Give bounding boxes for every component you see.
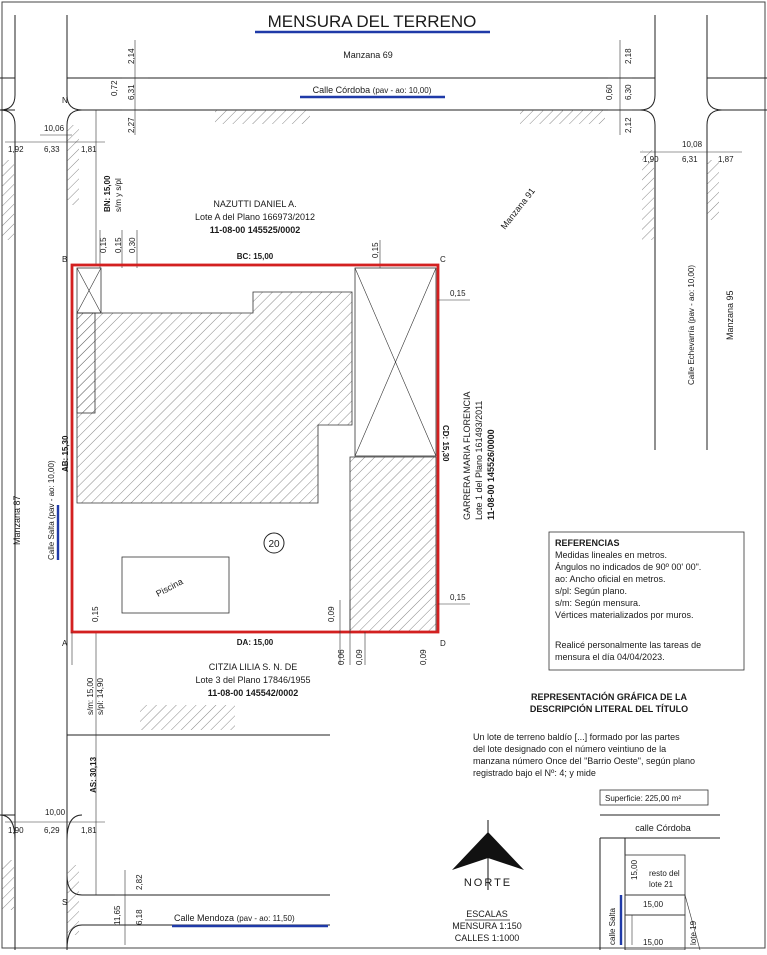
svg-text:11-08-00 145542/0002: 11-08-00 145542/0002 [207,688,299,698]
svg-text:2,27: 2,27 [127,117,136,133]
svg-text:15,00: 15,00 [630,859,639,880]
lot-number: 20 [268,539,280,550]
block-91-label: Manzana 91 [498,186,538,232]
svg-text:0,15: 0,15 [450,289,466,298]
svg-text:lote 19: lote 19 [689,920,698,945]
svg-text:0,09: 0,09 [355,649,364,665]
svg-text:10,08: 10,08 [682,140,703,149]
side-da-label: DA: 15,00 [236,638,274,647]
neighbor-south [195,662,310,698]
svg-text:Realicé personalmente las tare: Realicé personalmente las tareas de [555,640,702,650]
page-title: MENSURA DEL TERRENO [267,12,477,31]
svg-text:0,06: 0,06 [337,649,346,665]
vertex-d-label: D [440,639,446,648]
svg-text:0,09: 0,09 [327,606,336,622]
street-cordoba-label: Calle Córdoba (pav - ao: 10,00) [312,85,432,95]
top-offset-dims [99,230,380,268]
dims-top-right [605,40,633,135]
svg-text:Medidas lineales en metros.: Medidas lineales en metros. [555,550,668,560]
svg-text:0,60: 0,60 [605,84,614,100]
svg-text:11-08-00 145525/0002: 11-08-00 145525/0002 [209,225,301,235]
svg-text:mensura el día 04/04/2023.: mensura el día 04/04/2023. [555,652,665,662]
svg-text:0,09: 0,09 [419,649,428,665]
references-box [549,532,744,670]
street-echevarria-label: Calle Echevarría (pav - ao: 10,00) [687,264,696,385]
svg-text:REPRESENTACIÓN GRÁFICA DE LA: REPRESENTACIÓN GRÁFICA DE LA [530,692,688,702]
svg-text:CITZIA LILIA S. N. DE: CITZIA LILIA S. N. DE [208,662,298,672]
vertex-c-label: C [440,255,446,264]
svg-text:Lote 3 del Plano 17846/1955: Lote 3 del Plano 17846/1955 [195,675,311,685]
svg-text:0,72: 0,72 [110,80,119,96]
svg-text:2,14: 2,14 [127,48,136,64]
svg-text:0,15: 0,15 [450,593,466,602]
svg-text:1,90: 1,90 [8,826,24,835]
svg-text:1,92: 1,92 [8,145,24,154]
svg-text:2,12: 2,12 [624,117,633,133]
svg-text:11-08-00 145526/0000: 11-08-00 145526/0000 [486,429,496,520]
svg-text:6,30: 6,30 [624,84,633,100]
north-arrow-icon [452,820,524,890]
svg-text:0,30: 0,30 [128,237,137,253]
block-95-label: Manzana 95 [725,290,735,340]
svg-text:ESCALAS: ESCALAS [466,909,508,919]
street-mendoza-label: Calle Mendoza (pav - ao: 11,50) [174,913,295,923]
svg-text:11,65: 11,65 [113,905,122,925]
neighbor-east [462,391,496,520]
dims-left-row [5,124,105,154]
block-87-label: Manzana 87 [12,495,22,545]
bn-note: s/m y s/pl [114,178,123,212]
vertex-n-label: N [62,96,68,105]
svg-text:registrado bajo el Nº: 4; y mi: registrado bajo el Nº: 4; y mide [473,768,596,778]
svg-text:1,81: 1,81 [81,145,97,154]
existing-buildings [77,268,436,632]
street-salta-label: Calle Salta (pav - ao: 10,00) [47,460,56,560]
svg-text:10,06: 10,06 [44,124,65,133]
svg-text:6,29: 6,29 [44,826,60,835]
svg-text:0,15: 0,15 [371,242,380,258]
svg-text:NORTE: NORTE [463,877,513,889]
block-69-label: Manzana 69 [343,50,393,60]
svg-text:Lote A del Plano 166973/2012: Lote A del Plano 166973/2012 [194,212,316,222]
svg-text:0,15: 0,15 [114,237,123,253]
svg-text:ao: Ancho oficial en metros.: ao: Ancho oficial en metros. [555,574,666,584]
vertex-s-label: S [62,898,68,907]
svg-text:2,82: 2,82 [135,874,144,890]
svg-text:6,18: 6,18 [135,909,144,925]
side-cd-label: CD: 15,30 [441,425,450,462]
svg-text:DESCRIPCIÓN LITERAL DEL TÍTULO: DESCRIPCIÓN LITERAL DEL TÍTULO [529,704,689,714]
svg-text:GARRERA MARIA FLORENCIA: GARRERA MARIA FLORENCIA [462,391,472,520]
literal-description [473,691,708,805]
spl-label: s/pl: 14,90 [96,678,105,715]
svg-text:Ángulos no indicados de 90º 00: Ángulos no indicados de 90º 00' 00". [555,562,702,572]
svg-text:0,15: 0,15 [99,237,108,253]
svg-text:10,00: 10,00 [45,808,66,817]
area-label: Superficie: 225,00 m² [605,794,682,803]
vertex-b-label: B [62,255,68,264]
svg-text:6,31: 6,31 [682,155,698,164]
sm-label: s/m: 15,00 [86,677,95,715]
svg-text:del lote designado con el núme: del lote designado con el número veintiuno de la [473,744,667,754]
svg-text:NAZUTTI DANIEL A.: NAZUTTI DANIEL A. [213,199,297,209]
svg-text:15,00: 15,00 [643,900,664,909]
vertex-a-label: A [62,639,68,648]
dims-lower-left-row [5,808,105,835]
svg-text:s/m: Según mensura.: s/m: Según mensura. [555,598,641,608]
pool-label: Piscina [154,576,185,599]
bn-label: BN: 15,00 [103,175,112,212]
svg-text:calle Córdoba: calle Córdoba [635,823,691,833]
side-bc-label: BC: 15,00 [236,252,274,261]
svg-text:MENSURA 1:150: MENSURA 1:150 [452,921,522,931]
svg-text:resto del: resto del [649,869,680,878]
svg-text:Lote 1 del Plano 161493/2011: Lote 1 del Plano 161493/2011 [474,400,484,520]
svg-text:15,00: 15,00 [643,938,664,947]
svg-text:6,33: 6,33 [44,145,60,154]
svg-text:6,31: 6,31 [127,84,136,100]
as-label: AS: 30,13 [89,756,98,793]
svg-text:CALLES 1:1000: CALLES 1:1000 [454,933,520,943]
location-inset [600,815,720,950]
side-ab-label: AB: 15,30 [61,435,70,472]
svg-text:manzana número Once del "Barri: manzana número Once del "Barrio Oeste", según plano [473,756,696,766]
svg-text:1,90: 1,90 [643,155,659,164]
svg-text:calle Salta: calle Salta [608,908,617,945]
svg-text:0,15: 0,15 [91,606,100,622]
svg-text:REFERENCIAS: REFERENCIAS [555,538,620,548]
svg-text:Un lote de terreno baldío [...: Un lote de terreno baldío [...] formado por las partes [473,732,680,742]
svg-text:s/pl: Según plano.: s/pl: Según plano. [555,586,628,596]
svg-text:lote 21: lote 21 [649,880,674,889]
svg-text:2,18: 2,18 [624,48,633,64]
svg-text:1,87: 1,87 [718,155,734,164]
svg-text:Vértices materializados por mu: Vértices materializados por muros. [555,610,694,620]
svg-text:1,81: 1,81 [81,826,97,835]
scales-block [452,909,522,943]
neighbor-north [195,199,315,235]
dims-bottom-left [113,870,150,945]
dims-top-left [110,40,148,135]
